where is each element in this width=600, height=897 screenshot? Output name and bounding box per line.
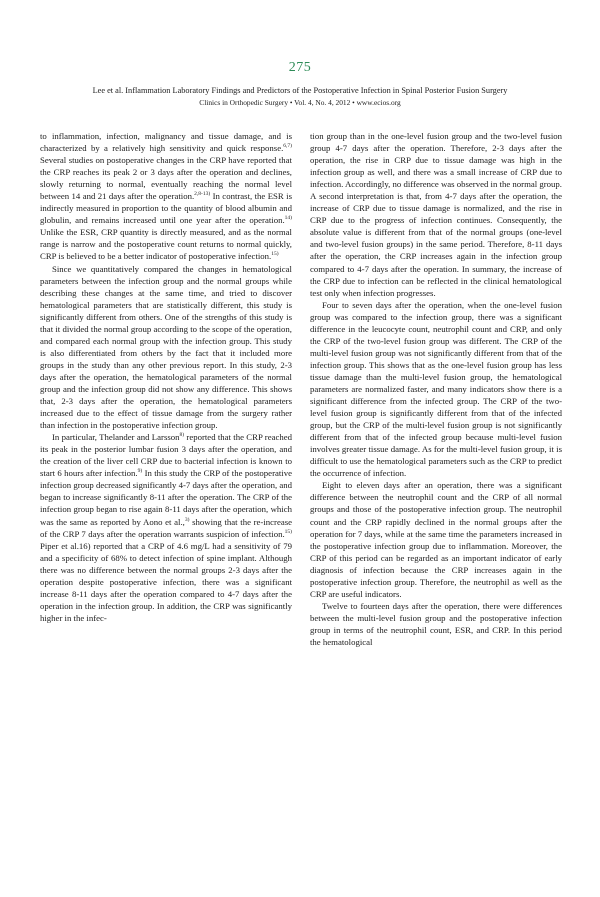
paragraph: In particular, Thelander and Larsson$^{8)}$ reported that the CRP reached its peak in the posterior lumbar fusion 3 days after the operation, and the creation of the liver cell CRP due to bacterial infection is known to start 6 hours after infection.$^{9)}$ In this study the CRP of the postoperative infection group decreased significantly 4-7 days after the operation, and began to increase significantly 8-11 after the operation. The CRP of the infection group began to rise again 8-11 days after the operation, which was the same as reported by Aono et al.,$^{3)}$ showing that the re-increase of the CRP 7 days after the operation warrants suspicion of infection.$^{15)}$ Piper et al.16) reported that a CRP of 4.6 mg/L had a sensitivity of 79 and a specificity of 68% to detect infection of spine implant. Although there was no difference between the normal groups 2-3 days after the operation despite postoperative infection, there was a significant increase 8-11 days after the operation compared to 4-7 days after the operation in the infection group. In addition, the CRP was significantly higher in the infec- [40, 432, 293, 623]
paragraph: Since we quantitatively compared the changes in hematological parameters between the infection group and the normal groups while describing these changes at the same time, and tried to discover hematological parameters that are statistically different, this study is significantly different from others. One of the strengths of this study is that it divided the normal group according to the scope of the operation, and compared each normal group with the infection group. This study is also differentiated from others by the fact that it included more groups in the study than any other previous report. In this study, 2-3 days after the operation, the hematological parameters of the normal group and the infection group did not show any difference. This shows that, 2-3 days after the operation, the hematological parameters increased due to the effect of tissue damage from the surgery rather than infection in the postoperative infection group. [40, 263, 292, 431]
left-column [40, 130, 292, 624]
page-number: 275 [288, 60, 312, 75]
paragraph: tion group than in the one-level fusion group and the two-level fusion group 4-7 days after the operation. Therefore, 2-3 days after the operation, the rise in CRP due to tissue damage was high in the infection group as well, and there was a small increase of CRP due to infection. Accordingly, no difference was observed in the normal group. A second interpretation is that, from 4-7 days after the operation, the increase of CRP due to tissue damage is normalized, and the rise in CRP due to the progress of infection continues. Consequently, the absolute value is different from that of the normal groups (one-level and two-level fusion groups) in the same period. Therefore, 8-11 days after the operation, the CRP increases again in the infection group compared to 4-7 days after the operation. In summary, the increase of the CRP due to infection can be reflected in the clinical hematological test only when infection progresses. [310, 131, 562, 298]
journal-line: Clinics in Orthopedic Surgery • Vol. 4, No. 4, 2012 • www.ecios.org [199, 98, 401, 107]
paragraph: to inflammation, infection, malignancy and tissue damage, and is characterized by a relatively high sensitivity and quick response.$^{6,7)}$ Several studies on postoperative changes in the CRP have reported that the CRP reaches its peak 2 or 3 days after the operation and declines, slowly returning to normal, eventually reaching the normal level between 14 and 21 days after the operation.$^{2,8-13)}$ In contrast, the ESR is indirectly measured in proportion to the quantity of blood albumin and globulin, and remains increased until one year after the operation.$^{14)}$ Unlike the ESR, CRP quantity is directly measured, and as the normal range is narrow and the postoperative count returns to normal quickly, CRP is believed to be a better indicator of postoperative infection.$^{15)}$ [40, 131, 293, 262]
right-column [310, 130, 562, 648]
paragraph: Eight to eleven days after an operation, there was a significant difference between the neutrophil count and the CRP of all normal groups and those of the postoperative infection group. The neutrophil count and the CRP rapidly declined in the normal groups after the operation for 7 days, while at the same time the parameters increased in the postoperative infection group due to inflammation. Moreover, the CRP of this period can be regarded as an important indicator of early diagnosis of infection because the CRP increases again in the postoperative infection group. Therefore, the neutrophil as well as the CRP are useful indicators. [310, 480, 562, 599]
paragraph: Four to seven days after the operation, when the one-level fusion group was compared to the infection group, there was a significant difference in the leucocyte count, neutrophil count and CRP, and only the CRP of the two-level fusion group was different. The CRP of the multi-level fusion group was not significantly different from that of the infection group. This shows that as the one-level fusion group has less tissue damage than the multi-level fusion group, the hematological parameters are normalized faster, and many indicators show there is a significant difference from the infected group. The CRP of the two-level fusion group is significantly different from that of the infected group, but the CRP of the multi-level fusion group is not significantly different from that of the infected group because multi-level fusion involves greater tissue damage. As for the multi-level fusion group, it is difficult to use the hematological parameters such as the CRP to predict the occurrence of infection. [310, 299, 562, 479]
paragraph: Twelve to fourteen days after the operation, there were differences between the multi-level fusion group and the postoperative infection group in terms of the neutrophil count, ESR, and CRP. In this period the hematological [310, 600, 562, 647]
running-title: Lee et al. Inflammation Laboratory Findings and Predictors of the Postoperative Infection in Spinal Posterior Fusion Surgery [92, 86, 508, 95]
